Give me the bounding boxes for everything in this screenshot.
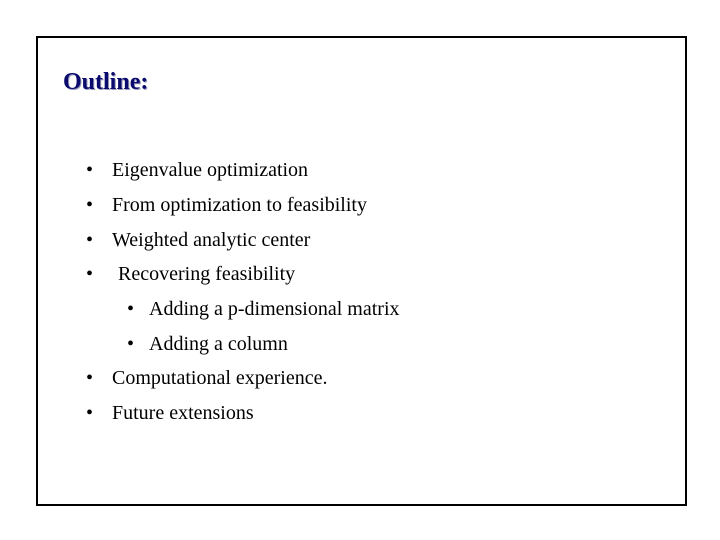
list-item-text: Eigenvalue optimization [112,159,309,181]
list-item [86,401,254,425]
list-item-text: Recovering feasibility [118,263,296,285]
list-item-text: From optimization to feasibility [112,194,367,216]
list-item-text: Adding a p-dimensional matrix [149,298,400,320]
list-item [86,193,367,217]
list-item [86,158,308,182]
bullet-icon: • [127,298,135,320]
sub-list-item [127,332,288,356]
list-item [86,262,295,286]
bullet-icon: • [86,402,94,424]
list-item [86,228,310,252]
sub-list-item [127,297,400,321]
bullet-icon: • [86,263,94,285]
list-item-text: Computational experience. [112,367,328,389]
bullet-icon: • [86,229,94,251]
slide-frame [36,36,687,506]
slide-title: Outline: [63,69,149,95]
list-item-text: Future extensions [112,402,254,424]
list-item [86,366,327,390]
bullet-icon: • [86,194,94,216]
bullet-list [38,38,685,504]
list-item-text: Weighted analytic center [112,229,311,251]
bullet-icon: • [127,333,135,355]
bullet-icon: • [86,367,94,389]
bullet-icon: • [86,159,94,181]
list-item-text: Adding a column [149,333,288,355]
